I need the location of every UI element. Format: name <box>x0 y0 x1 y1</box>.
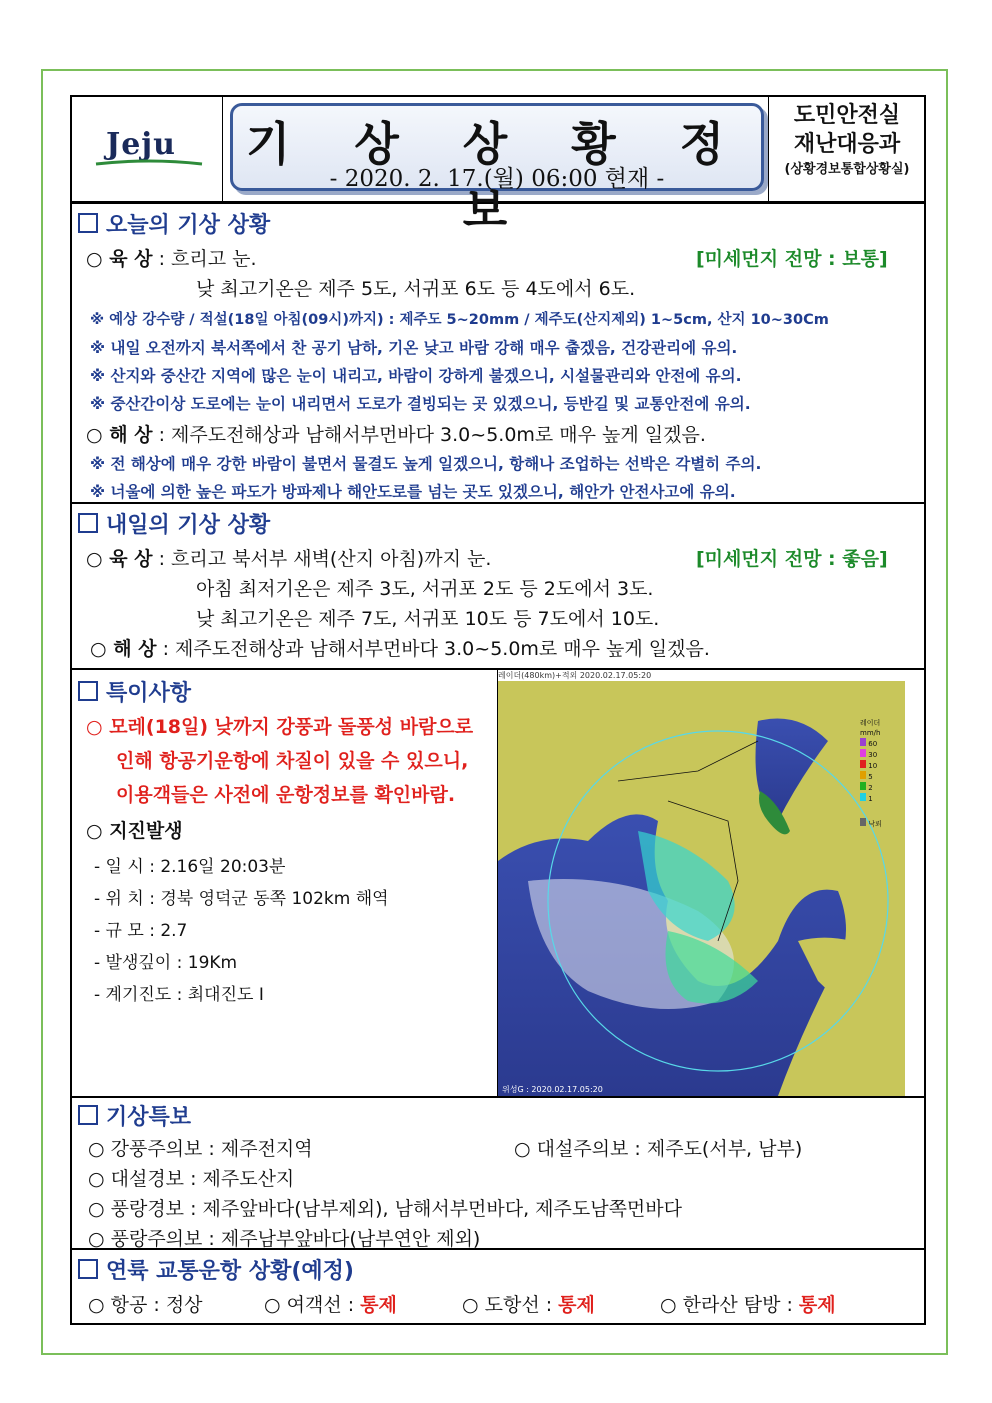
quake-location: - 위 치 : 경북 영덕군 동쪽 102km 해역 <box>94 889 389 909</box>
dept-division: 재난대응과 <box>793 132 901 157</box>
today-sea-note-2: ※ 너울에 의한 높은 파도가 방파제나 해안도로를 넘는 곳도 있겠으니, 해안가 안전사고에 유의. <box>90 483 736 501</box>
today-note-2: ※ 내일 오전까지 북서쪽에서 찬 공기 남하, 기온 낮고 바람 강해 매우 춥겠음, 건강관리에 유의. <box>90 339 738 357</box>
warnings-title: 기상특보 <box>78 1100 191 1131</box>
today-sea-note-1: ※ 전 해상에 매우 강한 바람이 불면서 물결도 높게 일겠으니, 항해나 조업하는 선박은 각별히 주의. <box>90 455 762 473</box>
legend-value-5: 5 <box>860 771 882 782</box>
quake-intensity: - 계기진도 : 최대진도 Ⅰ <box>94 985 264 1005</box>
checkbox-icon <box>78 1259 98 1279</box>
traffic-ferry: ○ 여객선 : 통제 <box>264 1294 397 1316</box>
traffic-title: 연륙 교통운항 상황(예정) <box>78 1254 354 1285</box>
radar-satellite-image <box>498 681 905 1096</box>
legend-value-60: 60 <box>860 738 882 749</box>
traffic-hallasan: ○ 한라산 탐방 : 통제 <box>660 1294 836 1316</box>
special-title: 특이사항 <box>78 676 191 707</box>
quake-title: ○ 지진발생 <box>86 820 183 842</box>
tomorrow-title: 내일의 기상 상황 <box>78 508 270 539</box>
legend-value-1: 1 <box>860 793 882 804</box>
logo-cell <box>72 97 223 201</box>
bulletin-document <box>70 95 926 1325</box>
dept-name: 도민안전실 <box>793 103 901 128</box>
legend-unit: mm/h <box>860 729 881 737</box>
tomorrow-section <box>72 504 924 670</box>
today-sea: ○ 해 상 : 제주도전해상과 남해서부먼바다 3.0~5.0m로 매우 높게 일겠음. <box>86 424 706 446</box>
tomorrow-min-temp: 아침 최저기온은 제주 3도, 서귀포 2도 등 2도에서 3도. <box>196 578 654 600</box>
warning-high-seas: ○ 풍랑경보 : 제주앞바다(남부제외), 남해서부먼바다, 제주도남쪽먼바다 <box>88 1198 682 1220</box>
tomorrow-max-temp: 낮 최고기온은 제주 7도, 서귀포 10도 등 7도에서 10도. <box>196 608 660 630</box>
special-section <box>72 670 924 1098</box>
warning-heavy-snow-advisory: ○ 대설주의보 : 제주도(서부, 남부) <box>514 1138 803 1160</box>
special-alert-1: ○ 모레(18일) 낮까지 강풍과 돌풍성 바람으로 <box>86 716 474 738</box>
radar-footer: 위성G : 2020.02.17.05:20 <box>502 1085 603 1094</box>
quake-time: - 일 시 : 2.16일 20:03분 <box>94 857 286 877</box>
checkbox-icon <box>78 513 98 533</box>
legend-value-2: 2 <box>860 782 882 793</box>
warnings-section <box>72 1098 924 1250</box>
bulletin-date: - 2020. 2. 17.(월) 06:00 현재 - <box>329 166 665 192</box>
legend-value-30: 30 <box>860 749 882 760</box>
radar-legend <box>860 718 882 829</box>
legend-lightning: 낙뢰 <box>860 818 882 829</box>
today-title: 오늘의 기상 상황 <box>78 208 270 239</box>
department-cell <box>768 97 925 201</box>
checkbox-icon <box>78 1105 98 1125</box>
dept-office: (상황경보통합상황실) <box>784 162 910 177</box>
legend-title: 레이더 <box>860 719 881 727</box>
radar-header: 레이더(480km)+적외 2020.02.17.05:20 <box>498 671 652 680</box>
traffic-air: ○ 항공 : 정상 <box>88 1294 203 1316</box>
special-alert-2: 인해 항공기운항에 차질이 있을 수 있으니, <box>116 750 469 772</box>
quake-depth: - 발생깊이 : 19Km <box>94 953 238 973</box>
special-alert-3: 이용객들은 사전에 운항정보를 확인바람. <box>116 784 456 806</box>
warning-gale: ○ 강풍주의보 : 제주전지역 <box>88 1138 313 1160</box>
quake-magnitude: - 규 모 : 2.7 <box>94 921 188 941</box>
logo-swoosh-icon <box>94 159 204 167</box>
tomorrow-land: ○ 육 상 : 흐리고 북서부 새벽(산지 아침)까지 눈. <box>86 548 492 570</box>
today-temp: 낮 최고기온은 제주 5도, 서귀포 6도 등 4도에서 6도. <box>196 278 636 300</box>
checkbox-icon <box>78 681 98 701</box>
today-note-1: ※ 예상 강수량 / 적설(18일 아침(09시)까지) : 제주도 5~20mm / 제주도(산지제외) 1~5cm, 산지 10~30Cm <box>90 312 829 328</box>
legend-value-10: 10 <box>860 760 882 771</box>
today-section <box>72 204 924 504</box>
radar-satellite-panel <box>497 670 905 1096</box>
warning-heavy-snow: ○ 대설경보 : 제주도산지 <box>88 1168 295 1190</box>
title-box <box>230 103 764 237</box>
traffic-section <box>72 1250 924 1323</box>
traffic-island-ferry: ○ 도항선 : 통제 <box>462 1294 595 1316</box>
today-land: ○ 육 상 : 흐리고 눈. <box>86 248 257 270</box>
bulletin-title: 기 상 상 황 정 보 <box>245 117 749 237</box>
tomorrow-dust: [미세먼지 전망 : 좋음] <box>696 548 888 570</box>
jeju-logo: Jeju <box>106 127 176 162</box>
today-note-3: ※ 산지와 중산간 지역에 많은 눈이 내리고, 바람이 강하게 불겠으니, 시설물관리와 안전에 유의. <box>90 367 742 385</box>
checkbox-icon <box>78 213 98 233</box>
today-dust: [미세먼지 전망 : 보통] <box>696 248 888 270</box>
today-note-4: ※ 중산간이상 도로에는 눈이 내리면서 도로가 결빙되는 곳 있겠으니, 등반길 및 교통안전에 유의. <box>90 395 751 413</box>
warning-high-seas-advisory: ○ 풍랑주의보 : 제주남부앞바다(남부연안 제외) <box>88 1228 481 1250</box>
tomorrow-sea: ○ 해 상 : 제주도전해상과 남해서부먼바다 3.0~5.0m로 매우 높게 일겠음. <box>90 638 710 660</box>
